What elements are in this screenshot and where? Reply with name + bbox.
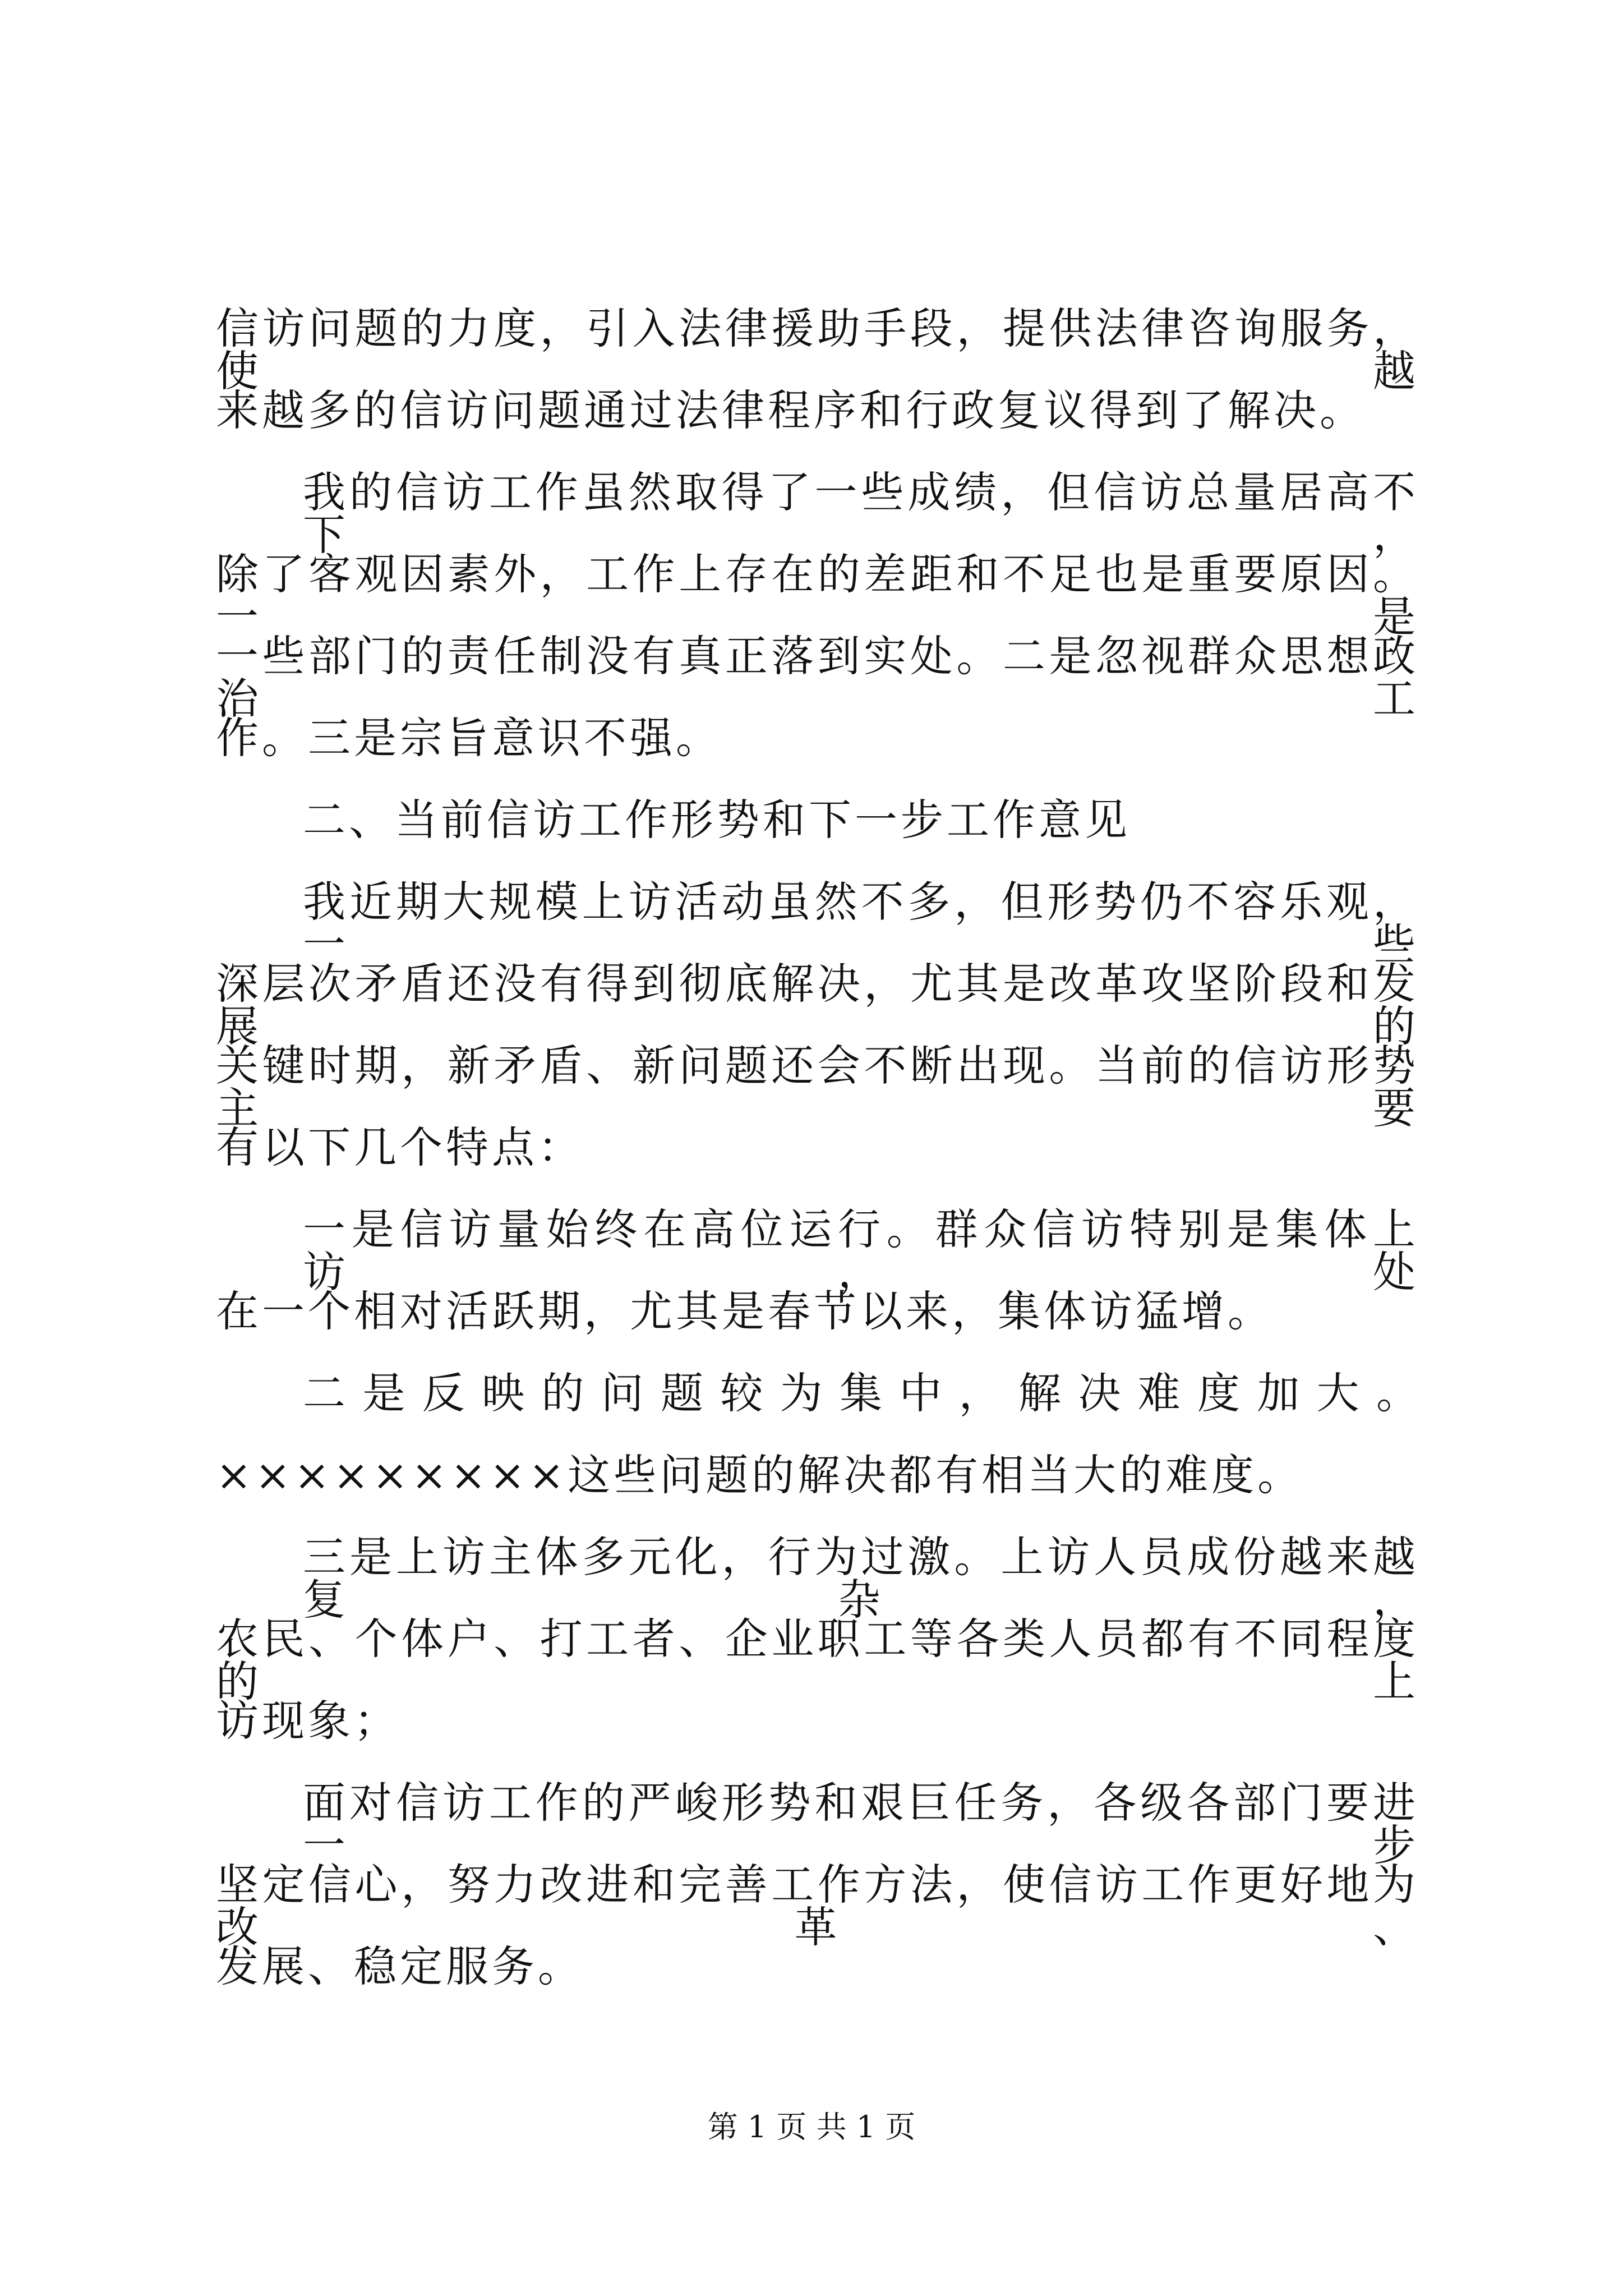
text-line: 信访问题的力度，引入法律援助手段，提供法律咨询服务，使越 xyxy=(216,303,1419,396)
text-line: 深层次矛盾还没有得到彻底解决，尤其是改革攻坚阶段和发展的 xyxy=(216,959,1419,1051)
text-line: 作。三是宗旨意识不强。 xyxy=(216,713,722,763)
text-line: 在一个相对活跃期，尤其是春节以来，集体访猛增。 xyxy=(216,1286,1274,1336)
text-line: 三是上访主体多元化，行为过激。上访人员成份越来越复杂， xyxy=(303,1532,1419,1625)
page-number-footer: 第 1 页 共 1 页 xyxy=(707,2109,916,2145)
text-line: 坚定信心，努力改进和完善工作方法，使信访工作更好地为改革、 xyxy=(216,1860,1419,1952)
text-line: 一些部门的责任制没有真正落到实处。二是忽视群众思想政治工 xyxy=(216,631,1419,724)
text-line: 发展、稳定服务。 xyxy=(216,1941,584,1991)
text-line: 我近期大规模上访活动虽然不多，但形势仍不容乐观，一些 xyxy=(303,877,1419,969)
text-line: 一是信访量始终在高位运行。群众信访特别是集体上访，处 xyxy=(303,1204,1419,1297)
text-line: 除了客观因素外，工作上存在的差距和不足也是重要原因。一是 xyxy=(216,549,1419,642)
text-line: 关键时期，新矛盾、新问题还会不断出现。当前的信访形势主要 xyxy=(216,1041,1419,1133)
text-line: 来越多的信访问题通过法律程序和行政复议得到了解决。 xyxy=(216,385,1366,435)
text-line: 二是反映的问题较为集中，解决难度加大。 xyxy=(303,1368,1419,1418)
text-line: ×××××××××这些问题的解决都有相当大的难度。 xyxy=(216,1450,1304,1500)
text-line: 有以下几个特点： xyxy=(216,1122,584,1172)
text-line: 访现象； xyxy=(216,1696,400,1746)
text-line: 农民、个体户、打工者、企业职工等各类人员都有不同程度的上 xyxy=(216,1614,1419,1706)
text-line: 我的信访工作虽然取得了一些成绩，但信访总量居高不下， xyxy=(303,467,1419,560)
text-line: 面对信访工作的严峻形势和艰巨任务，各级各部门要进一步 xyxy=(303,1778,1419,1870)
section-heading: 二、当前信访工作形势和下一步工作意见 xyxy=(303,795,1131,845)
